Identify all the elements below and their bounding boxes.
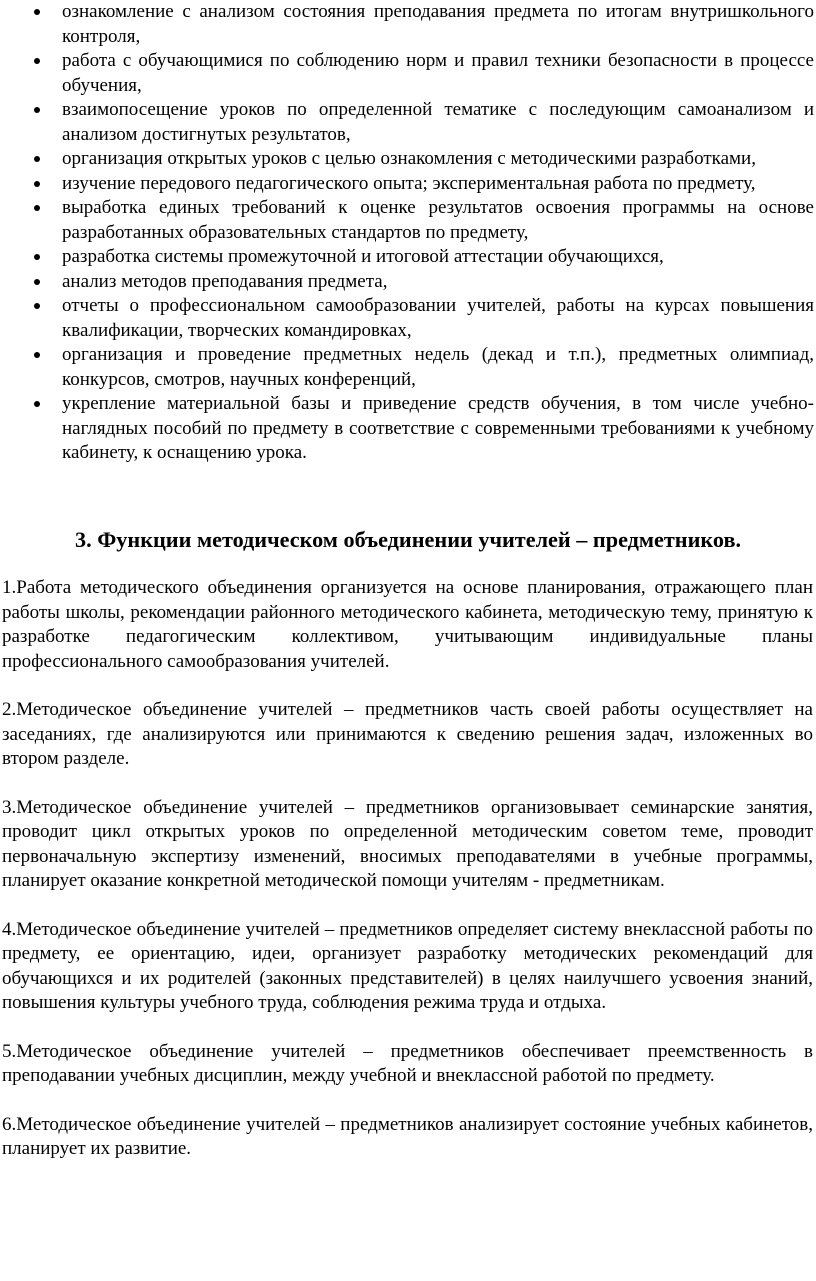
bullet-item [0, 98, 816, 147]
paragraph: 1.Работа методического объединения организуется на основе планирования, отражающего план работы школы, рекомендации районного методического кабинета, методическую тему, принятую к разработке педагогическим коллективом, учитывающим индивидуальные планы профессионального самообразования учителей. [2, 577, 813, 672]
paragraph: 3.Методическое объединение учителей – предметников организовывает семинарские занятия, проводит цикл открытых уроков по определенной методическим советом теме, проводит первоначальную экспертизу изменений, вносимых преподавателями в учебные программы, планирует оказание конкретной методической помощи учителям - предметникам. [2, 796, 813, 891]
bullet-item [0, 0, 816, 49]
bullet-item [0, 343, 816, 392]
bullet-dot-icon [34, 181, 40, 187]
bullet-text: анализ методов преподавания предмета, [62, 270, 388, 292]
bullet-text: взаимопосещение уроков по определенной тематике с последующим самоанализом и анализом достигнутых результатов, [62, 99, 814, 145]
bullet-text: изучение передового педагогического опыта; экспериментальная работа по предмету, [62, 172, 756, 194]
bullet-dot-icon [34, 9, 40, 15]
bullet-item [0, 49, 816, 98]
bullet-text: работа с обучающимися по соблюдению норм и правил техники безопасности в процессе обучения, [62, 50, 814, 96]
bullet-text: организация и проведение предметных недель (декад и т.п.), предметных олимпиад, конкурсов, смотров, научных конференций, [62, 344, 814, 390]
paragraph: 2.Методическое объединение учителей – предметников часть своей работы осуществляет на заседаниях, где анализируются или принимаются к сведению решения задач, изложенных во втором разделе. [2, 699, 813, 769]
bullet-text: укрепление материальной базы и приведение средств обучения, в том числе учебно-наглядных пособий по предмету в соответствие с современными требованиями к учебному кабинету, к оснащению урока. [62, 393, 814, 463]
bullet-dot-icon [34, 279, 40, 285]
bullet-text: организация открытых уроков с целью ознакомления с методическими разработками, [62, 148, 756, 169]
bullet-item [0, 147, 816, 172]
bullet-item [0, 245, 816, 270]
bullet-text: отчеты о профессиональном самообразовании учителей, работы на курсах повышения квалификации, творческих командировках, [62, 295, 814, 341]
bullet-item [0, 294, 816, 343]
bullet-item [0, 392, 816, 466]
bullet-item [0, 270, 816, 295]
paragraph: 6.Методическое объединение учителей – предметников анализирует состояние учебных кабинетов, планирует их развитие. [2, 1113, 813, 1159]
bullet-text: ознакомление с анализом состояния преподавания предмета по итогам внутришкольного контроля, [62, 1, 814, 47]
paragraph: 5.Методическое объединение учителей – предметников обеспечивает преемственность в преподавании учебных дисциплин, между учебной и внеклассной работой по предмету. [2, 1040, 813, 1086]
bullet-list [0, 0, 816, 466]
bullet-item [0, 196, 816, 245]
bullet-dot-icon [34, 107, 40, 113]
paragraph: 4.Методическое объединение учителей – предметников определяет систему внеклассной работы по предмету, ее ориентацию, идеи, организует разработку методических рекомендаций для обучающихся и их родителей (законных представителей) в целях наилучшего усвоения знаний, повышения культуры учебного труда, соблюдения режима труда и отдыха. [2, 918, 813, 1013]
bullet-dot-icon [34, 156, 40, 162]
bullet-dot-icon [34, 303, 40, 309]
section-heading: 3. Функции методическом объединении учителей – предметников. [74, 527, 742, 552]
bullet-text: выработка единых требований к оценке результатов освоения программы на основе разработанных образовательных стандартов по предмету, [62, 197, 814, 243]
bullet-dot-icon [34, 205, 40, 211]
bullet-dot-icon [34, 254, 40, 260]
bullet-dot-icon [34, 352, 40, 358]
section-body [0, 576, 813, 1186]
bullet-text: разработка системы промежуточной и итоговой аттестации обучающихся, [62, 246, 664, 267]
bullet-item [0, 172, 816, 197]
bullet-dot-icon [34, 58, 40, 64]
bullet-dot-icon [34, 401, 40, 407]
